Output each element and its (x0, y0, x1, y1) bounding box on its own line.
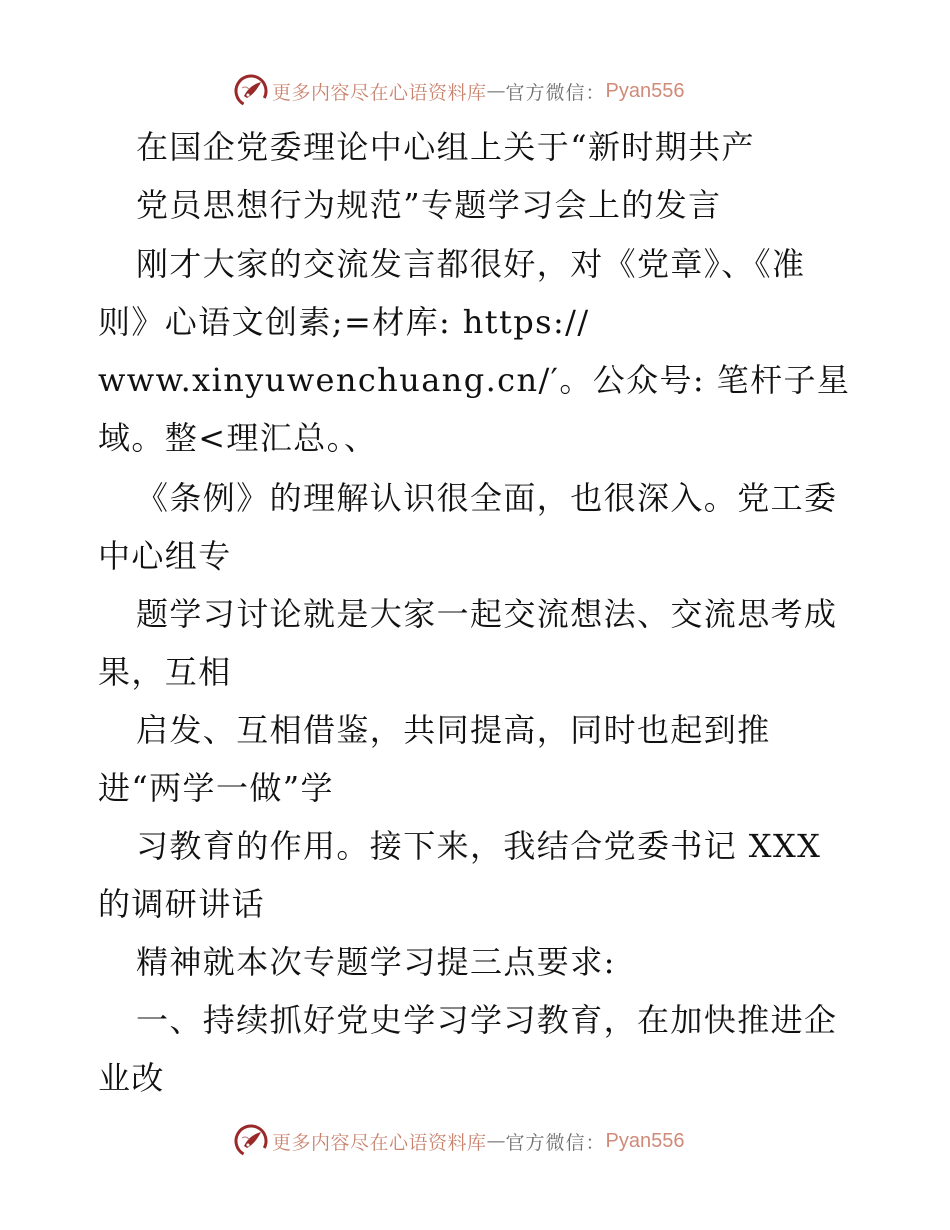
paragraph-line: 题学习讨论就是大家一起交流想法、交流思考成 (136, 595, 838, 633)
paragraph-line: www.xinyuwenchuang.cn/′。公众号: 笔杆子星 (98, 361, 851, 399)
paragraph-line: 的调研讲话 (98, 885, 266, 923)
paragraph-line: 果，互相 (98, 653, 232, 691)
banner-wechat-label: 官方微信： (505, 1131, 606, 1154)
banner-main-text: 更多内容尽在心语资料库 (272, 1131, 487, 1154)
banner-wechat-id: Pyan556 (605, 79, 685, 102)
footer-watermark-banner (234, 1122, 685, 1160)
paragraph-line: 进“两学一做”学 (98, 769, 334, 807)
banner-dash: — (486, 80, 506, 102)
document-title-line-2: 党员思想行为规范”专题学习会上的发言 (136, 186, 722, 224)
pen-nib-logo-icon (234, 1124, 268, 1158)
paragraph-line: 精神就本次专题学习提三点要求: (136, 943, 616, 981)
paragraph-line: 中心组专 (98, 537, 232, 575)
paragraph-line: 《条例》的理解认识很全面，也很深入。党工委 (136, 479, 838, 517)
paragraph-line: 业改 (98, 1059, 165, 1097)
banner-wechat-id: Pyan556 (605, 1129, 685, 1152)
paragraph-line: 一、持续抓好党史学习学习教育，在加快推进企 (136, 1001, 838, 1039)
document-title-line-1: 在国企党委理论中心组上关于“新时期共产 (136, 128, 755, 166)
paragraph-line: 习教育的作用。接下来，我结合党委书记 XXX (136, 827, 822, 865)
pen-nib-logo-icon (234, 74, 268, 108)
banner-main-text: 更多内容尽在心语资料库 (272, 81, 487, 104)
paragraph-line: 刚才大家的交流发言都很好，对《党章》、《准 (136, 245, 806, 283)
banner-wechat-label: 官方微信： (505, 81, 606, 104)
banner-dash: — (486, 1130, 506, 1152)
header-watermark-banner (234, 72, 685, 110)
paragraph-line: 则》心语文创素;=材库: https:// (98, 303, 590, 341)
paragraph-line: 域。整<理汇总。、 (98, 419, 378, 457)
paragraph-line: 启发、互相借鉴，共同提高，同时也起到推 (136, 711, 771, 749)
